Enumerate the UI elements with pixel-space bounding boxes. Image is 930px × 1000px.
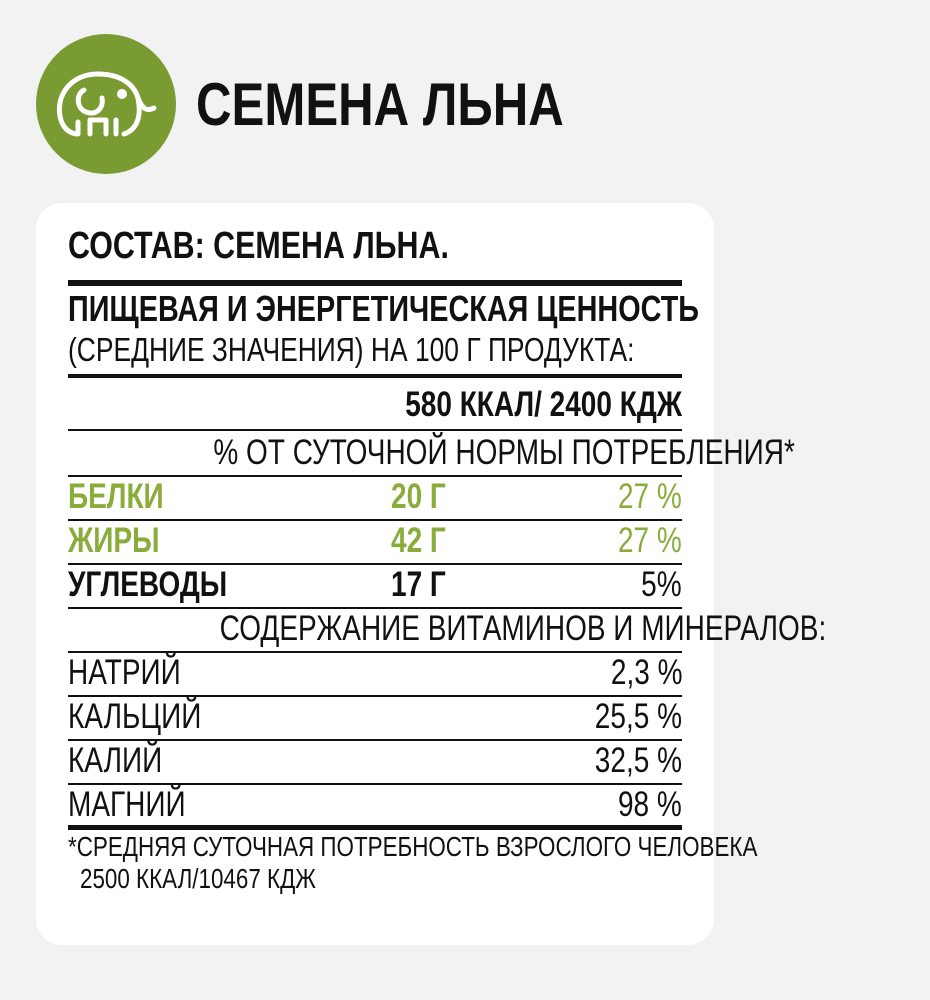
footnote-line-2: 2500 ККАЛ/10467 КДЖ [80,863,316,894]
mineral-percent: 32,5 % [594,741,682,780]
mineral-row-potassium [68,739,682,783]
divider-medium [68,374,682,378]
nutrient-row-protein [68,475,682,519]
nutrient-percent: 27 % [618,477,682,516]
minerals-header: СОДЕРЖАНИЕ ВИТАМИНОВ И МИНЕРАЛОВ: [219,609,827,648]
mineral-row-magnesium [68,783,682,827]
nutrient-row-fat [68,519,682,563]
nutrient-percent: 5% [641,565,682,604]
mineral-row-sodium [68,651,682,695]
mineral-percent: 2,3 % [610,653,682,692]
divider-thick [68,825,682,830]
mineral-name: МАГНИЙ [68,785,186,824]
nutrient-amount: 20 Г [391,477,446,516]
nutrient-name: БЕЛКИ [68,477,164,516]
daily-norm-header: % ОТ СУТОЧНОЙ НОРМЫ ПОТРЕБЛЕНИЯ* [213,433,795,472]
divider-thick [68,280,682,286]
nutrient-percent: 27 % [618,521,682,560]
mineral-percent: 98 % [618,785,682,824]
nutrient-name: УГЛЕВОДЫ [68,565,228,604]
nutrition-card [36,203,827,945]
energy-value: 580 ККАЛ/ 2400 КДЖ [405,385,682,424]
nutrient-row-carbs [68,563,682,607]
footnote-line-1: *СРЕДНЯЯ СУТОЧНАЯ ПОТРЕБНОСТЬ ВЗРОСЛОГО ЧЕЛОВЕКА [68,831,758,862]
header [36,34,645,174]
composition-text: СОСТАВ: СЕМЕНА ЛЬНА. [68,225,449,267]
mineral-row-calcium [68,695,682,739]
product-title: СЕМЕНА ЛЬНА [196,70,564,138]
mineral-name: КАЛИЙ [68,741,163,780]
brand-logo [36,34,176,174]
nutrient-amount: 17 Г [391,565,446,604]
nutrient-name: ЖИРЫ [68,521,160,560]
mineral-percent: 25,5 % [594,697,682,736]
nutrition-title: ПИЩЕВАЯ И ЭНЕРГЕТИЧЕСКАЯ ЦЕННОСТЬ [68,288,699,329]
mineral-name: НАТРИЙ [68,653,181,692]
nutrient-amount: 42 Г [391,521,446,560]
nutrition-subtitle: (СРЕДНИЕ ЗНАЧЕНИЯ) НА 100 Г ПРОДУКТА: [68,331,635,368]
mineral-name: КАЛЬЦИЙ [68,697,202,736]
elephant-icon [50,64,162,144]
